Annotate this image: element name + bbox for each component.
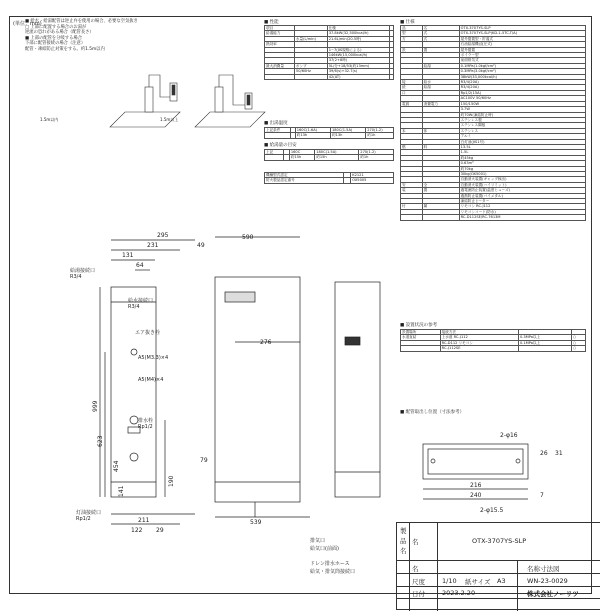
table-cell: 装 — [401, 188, 423, 193]
title-block — [396, 522, 600, 610]
note-line: 逆流の恐れがある場合（配管長さ） — [25, 30, 94, 36]
dim-side-49: 49 — [197, 242, 205, 249]
table-row — [401, 346, 586, 351]
callout: エア抜き栓 — [135, 330, 161, 336]
table-cell: 自動消火装置(ハイリミット) — [459, 182, 585, 187]
table-cell — [343, 178, 350, 183]
table-cell: 全 — [422, 182, 459, 187]
table-cell: 146kW(15,000kcal/h) — [327, 53, 389, 58]
table-cell: 本 — [401, 128, 423, 133]
table-cell: 1~7(JIS規格による) — [327, 47, 389, 52]
dim-front-141: 141 — [118, 485, 125, 497]
table-cell: ○ — [571, 335, 585, 340]
table-cell: 38kW(33,000kcal/h) — [459, 74, 585, 79]
tb-drawing-no: WN-23-0029 — [527, 577, 568, 585]
table-cell: 最大消費量 — [265, 63, 295, 68]
table-cell: 型 — [401, 31, 423, 36]
tb-scale-label: 尺度 — [412, 578, 425, 586]
table-cell: 過熱防止装置(バイメタル) — [459, 193, 585, 198]
table-cell: 口 — [401, 90, 423, 95]
callout: 給水接続口 — [128, 298, 154, 304]
spec-left-table-2 — [264, 127, 394, 139]
table-cell: 接続方法 — [440, 330, 518, 335]
table-cell: 0.1MPa以上 — [518, 340, 571, 345]
notes-block — [25, 19, 205, 53]
note-line: 配管・凍結防止対策をする。約1.5m以内 — [25, 46, 105, 52]
table-cell: 項目 — [265, 26, 295, 31]
spec-left-table-4 — [264, 172, 394, 184]
side-callout: 給気・排気筒接続口 — [310, 569, 356, 575]
table-cell: 30kg(OX5001) — [459, 171, 585, 176]
table-row — [401, 215, 586, 220]
dim-front-454: 454 — [113, 460, 120, 472]
side-view — [195, 232, 335, 532]
table-cell: ステンレス製 — [459, 117, 585, 122]
spec-right-title-2: ■ 設置状況の参考 — [400, 323, 438, 328]
table-cell: 前面排気式 — [459, 58, 585, 63]
dim-front-999: 999 — [92, 400, 99, 412]
table-cell: ステンレス鋼板 — [459, 123, 585, 128]
table-cell: 設置場所 — [401, 330, 441, 335]
plan-dim-216: 216 — [470, 482, 482, 489]
plan-dim-7: 7 — [540, 492, 544, 499]
table-cell: OTX-3707YS-SLP(KD-1-5TC-T/A) — [459, 31, 585, 36]
table-row — [265, 133, 394, 138]
table-cell: 置 — [422, 188, 459, 193]
spec-right-title: ■ 仕様 — [400, 20, 415, 25]
table-cell — [401, 346, 441, 351]
table-cell: 1.5L — [459, 150, 585, 155]
table-cell: ○ — [571, 340, 585, 345]
table-cell: 名 — [422, 26, 459, 31]
table-cell: 270(1.2) — [359, 150, 394, 155]
table-cell: OX5005 — [351, 178, 394, 183]
install-label-left: 1.5m以内 — [40, 117, 59, 122]
table-cell: R3/4(20A) — [459, 80, 585, 85]
dim-side-79: 79 — [200, 457, 208, 464]
table-cell: 給水 — [422, 80, 459, 85]
table-cell: 属 — [422, 204, 459, 209]
table-cell: 37(2+8時) — [327, 58, 389, 63]
unit-label: (単位：mm) — [13, 21, 42, 27]
dim-side-539: 539 — [250, 519, 262, 526]
table-row — [265, 155, 394, 160]
dim-front-29: 29 — [156, 527, 164, 534]
plan-dim-31: 31 — [555, 450, 563, 457]
table-cell: 電源 — [401, 101, 423, 106]
table-cell: 270(1.2) — [366, 128, 394, 133]
table-cell: ボイラー型 — [459, 53, 585, 58]
table-cell: 約15h — [289, 155, 314, 160]
table-cell: 給湯 — [422, 85, 459, 90]
table-cell: 約45kg — [459, 155, 585, 160]
spec-right-table-2 — [400, 329, 586, 352]
spec-left-table-1 — [264, 25, 394, 80]
table-cell: 自動消火装置(ギャップ検出) — [459, 177, 585, 182]
table-cell: 37.8kW(32,500kcal/h) — [327, 31, 389, 36]
side-callout: 排気口 — [310, 538, 326, 544]
tb-col1-2: 名 — [400, 547, 407, 555]
table-cell: 約13h — [330, 133, 365, 138]
tb-company: 株式会社ノーリツ — [527, 590, 579, 598]
table-cell: 給湯 — [422, 63, 459, 68]
dim-front-122: 122 — [131, 527, 143, 534]
table-cell: 約15h — [315, 155, 359, 160]
dim-front-190: 190 — [168, 475, 175, 487]
tb-col1-1: 品 — [400, 537, 407, 545]
dim-side-590: 590 — [242, 234, 254, 241]
table-cell: 50/60Hz — [294, 69, 327, 74]
table-cell: 上水道 RC-J112 — [440, 335, 518, 340]
table-cell: 凍結防止ヒーター — [459, 199, 585, 204]
callout: R3/4 — [70, 274, 82, 280]
callout: Rp1/2 — [76, 516, 91, 522]
table-cell: 過電流防止装置(温度ヒューズ) — [459, 188, 585, 193]
table-cell: Rp1/2(15A) — [459, 90, 585, 95]
spec-left-table-3 — [264, 149, 394, 161]
table-cell: 方 — [401, 36, 423, 41]
table-cell — [265, 155, 284, 160]
table-cell: 約70kg — [459, 166, 585, 171]
note-line: ■ 給水・給湯配管は逆止弁を使用の場合、必要な空気抜き — [25, 19, 138, 24]
table-cell: 白灯油(JIS1号) — [459, 139, 585, 144]
table-cell: 接 — [401, 80, 423, 85]
table-cell: 屋外据置 — [459, 47, 585, 52]
side-callout: 給気口(前面) — [310, 546, 339, 552]
callout: 灯油接続口 — [76, 510, 102, 516]
dim-front-211: 211 — [138, 517, 150, 524]
table-cell — [422, 215, 459, 220]
callout: R3/4 — [128, 304, 140, 310]
table-cell — [389, 74, 393, 79]
table-cell: 3.7W — [459, 107, 585, 112]
table-cell: 約13h — [295, 133, 330, 138]
table-cell: 燃 — [401, 144, 423, 149]
drawing-frame — [9, 16, 592, 598]
spec-left-title-2: ■ 出湯温度 — [264, 121, 288, 126]
callout: 給湯接続口 — [70, 268, 96, 274]
table-cell: 0.3MPa以上 — [518, 335, 571, 340]
tb-product-label: 名 — [412, 538, 419, 546]
table-cell: 0.3MPa(3.0kgf/cm²) — [459, 69, 585, 74]
table-cell: アルミ — [459, 134, 585, 139]
table-cell: 消費電力 — [422, 101, 459, 106]
tb-date-label: 日付 — [412, 590, 425, 598]
table-row — [265, 74, 394, 79]
table-cell: 熱効率 — [265, 42, 295, 47]
side-callout: ドレン排水ホース — [310, 561, 350, 567]
dim-side-276: 276 — [260, 339, 272, 346]
dim-front-231: 231 — [147, 242, 159, 249]
table-cell: 180C(1.5A) — [315, 150, 359, 155]
table-cell — [265, 74, 295, 79]
spec-left-title-3: ■ 給湯量の目安 — [264, 143, 297, 148]
table-cell: 水道直結 — [401, 335, 441, 340]
tb-name-label: 名 — [412, 565, 419, 573]
table-cell: 5L/分+18/53(約13mm) — [327, 63, 389, 68]
note-line: ■ 上部の配管を分岐する場合 — [25, 35, 82, 41]
spec-left-title: ■ 性能 — [264, 20, 279, 25]
table-cell — [518, 346, 571, 351]
plan-dim-240: 240 — [470, 492, 482, 499]
table-cell: ○ — [571, 346, 585, 351]
table-cell: 150/150W — [459, 101, 585, 106]
note-line: 下部に配管接続の場合（注意） — [25, 41, 86, 47]
dim-front-623: 623 — [97, 435, 104, 447]
table-cell: 石油給湯機(直圧式) — [459, 42, 585, 47]
table-row — [265, 178, 394, 183]
callout: 排水栓 — [138, 418, 154, 424]
tb-date: 2023.2.20 — [442, 589, 476, 597]
callout: Rp1/2 — [138, 424, 153, 430]
tb-product: OTX-3707YS-SLP — [472, 537, 527, 545]
table-cell: 0.63m³ — [459, 161, 585, 166]
table-cell: 160C(1.6A) — [295, 128, 330, 133]
table-cell: リモコン RC-J112 — [459, 204, 585, 209]
table-cell: 置 — [422, 47, 459, 52]
table-cell: ステンレス — [459, 128, 585, 133]
dim-front-64: 64 — [136, 262, 144, 269]
callout: A5(M3.3)×4 — [138, 355, 169, 361]
table-cell: 39/6(s)+32.7(s) — [327, 69, 389, 74]
table-cell — [294, 74, 327, 79]
table-cell: 仕様 — [327, 26, 389, 31]
table-cell: 0.1MPa(1.0kgf/cm²) — [459, 63, 585, 68]
table-cell: 160C — [289, 150, 314, 155]
plan-dim-26: 26 — [540, 450, 548, 457]
table-cell: RC-J112SE — [440, 346, 518, 351]
table-cell: 上記 — [265, 150, 284, 155]
table-cell: 式 — [422, 31, 459, 36]
piping-section-title: ■ 配管取出し位置（寸法参考） — [400, 410, 465, 415]
table-cell — [265, 133, 291, 138]
table-cell: 約1h — [359, 155, 394, 160]
table-cell: OTX-3707YS-SLP — [459, 26, 585, 31]
install-label-right: 1.5m以上 — [160, 117, 179, 122]
table-cell: 設 — [401, 47, 423, 52]
table-cell: AC100V 50/60Hz — [459, 96, 585, 101]
tb-paper: A3 — [497, 577, 506, 585]
note-line: □ 上部に配置する場合のお湯が — [25, 24, 87, 30]
table-cell: 付 — [401, 204, 423, 209]
table-cell: 体 — [422, 128, 459, 133]
table-cell — [401, 215, 423, 220]
plan-view — [408, 429, 548, 519]
dim-front-131: 131 — [122, 252, 134, 259]
tb-drawing-name: 名称寸法図 — [527, 565, 560, 573]
plan-dim-2phi15: 2-φ15.5 — [480, 507, 504, 514]
table-cell: R3/4(20A) — [459, 85, 585, 90]
table-cell: K2121 — [351, 173, 394, 178]
table-cell: リモコンコード(防水) — [459, 209, 585, 214]
table-cell: 42(AT) — [327, 74, 389, 79]
table-cell: RC-D112 リモコン — [440, 340, 518, 345]
plan-dim-2phi16: 2-φ16 — [500, 432, 518, 439]
table-cell: 上記条件 — [265, 128, 291, 133]
tb-scale: 1/10 — [442, 577, 457, 585]
rear-view — [330, 272, 390, 502]
tb-paper-label: 紙サイズ — [465, 578, 491, 586]
table-cell: 180C(1.5A) — [330, 128, 365, 133]
table-cell: 13.5L — [459, 144, 585, 149]
table-cell: ポンプ — [294, 63, 327, 68]
table-cell: 式 — [422, 36, 459, 41]
table-cell: 屋外据置型・貯湯式 — [459, 36, 585, 41]
table-cell: 料 — [422, 144, 459, 149]
table-cell: 防火製品認定番号 — [265, 178, 344, 183]
table-cell: RC-D112SE/RC-7613M — [459, 215, 585, 220]
table-cell: 機種型式認定 — [265, 173, 344, 178]
table-cell: 21.6L/min(20.5時) — [327, 36, 389, 41]
callout: A5(M4)×4 — [138, 377, 164, 383]
table-cell: 品 — [401, 26, 423, 31]
table-cell: 約1h — [366, 133, 394, 138]
table-cell: 続 — [401, 85, 423, 90]
table-cell: 安 — [401, 182, 423, 187]
dim-front-295: 295 — [157, 232, 169, 239]
installation-sketch — [105, 57, 275, 137]
table-cell: 給湯能力 — [265, 31, 295, 36]
tb-col1-0: 製 — [400, 527, 407, 535]
table-cell: 約70W(凍結防止時) — [459, 112, 585, 117]
spec-right-table — [400, 25, 586, 221]
table-cell: 水量(L/min) — [294, 36, 327, 41]
